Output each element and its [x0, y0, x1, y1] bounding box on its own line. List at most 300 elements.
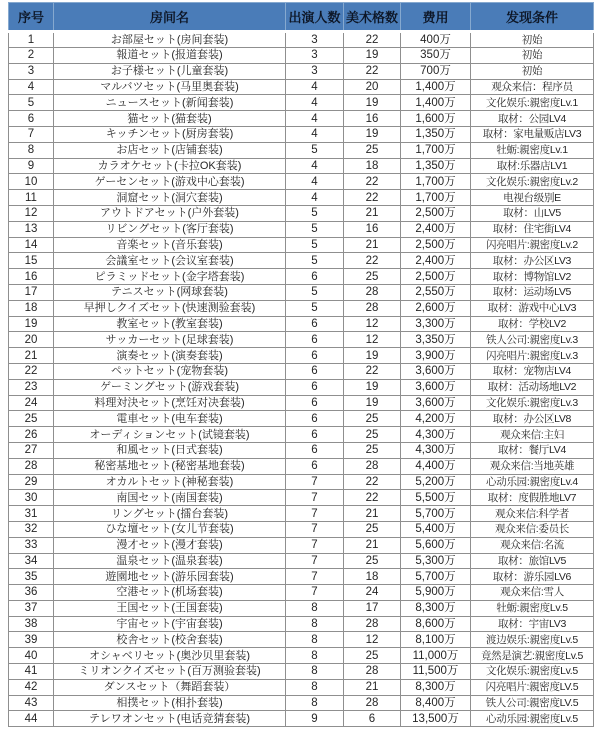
- cell-cost: 8,300万: [401, 600, 471, 616]
- cell-index: 2: [9, 48, 54, 64]
- cell-performers: 4: [286, 174, 344, 190]
- cell-condition: 取材：公园LV4: [471, 111, 594, 127]
- table-row: [9, 205, 594, 221]
- cell-cost: 5,200万: [401, 474, 471, 490]
- cell-art-grids: 22: [344, 474, 401, 490]
- cell-cost: 1,600万: [401, 111, 471, 127]
- cell-condition: 铁人公司:親密度Lv.3: [471, 332, 594, 348]
- sets-table-container: [8, 2, 593, 727]
- cell-index: 41: [9, 664, 54, 680]
- table-row: [9, 616, 594, 632]
- cell-condition: 闪亮唱片:親密度LV.5: [471, 679, 594, 695]
- table-row: [9, 458, 594, 474]
- cell-room-name: ピラミッドセット(金字塔套装): [54, 269, 286, 285]
- cell-room-name: サッカーセット(足球套装): [54, 332, 286, 348]
- cell-condition: 取材：博物馆LV2: [471, 269, 594, 285]
- cell-room-name: カラオケセット(卡拉OK套装): [54, 158, 286, 174]
- cell-art-grids: 21: [344, 679, 401, 695]
- cell-art-grids: 12: [344, 316, 401, 332]
- cell-cost: 13,500万: [401, 711, 471, 727]
- table-row: [9, 411, 594, 427]
- cell-cost: 1,700万: [401, 142, 471, 158]
- cell-condition: 闪亮唱片:親密度Lv.3: [471, 348, 594, 364]
- cell-room-name: お部屋セット(房间套装): [54, 32, 286, 48]
- cell-cost: 2,600万: [401, 300, 471, 316]
- cell-room-name: 猫セット(猫套装): [54, 111, 286, 127]
- cell-art-grids: 25: [344, 553, 401, 569]
- cell-art-grids: 28: [344, 300, 401, 316]
- cell-condition: 取材：家电量贩店LV3: [471, 126, 594, 142]
- table-row: [9, 284, 594, 300]
- cell-art-grids: 16: [344, 111, 401, 127]
- cell-performers: 6: [286, 411, 344, 427]
- cell-performers: 7: [286, 537, 344, 553]
- table-row: [9, 442, 594, 458]
- cell-cost: 2,500万: [401, 205, 471, 221]
- cell-room-name: ペットセット(宠物套装): [54, 363, 286, 379]
- cell-index: 7: [9, 126, 54, 142]
- cell-index: 29: [9, 474, 54, 490]
- cell-cost: 3,300万: [401, 316, 471, 332]
- cell-index: 32: [9, 521, 54, 537]
- cell-cost: 2,500万: [401, 269, 471, 285]
- cell-index: 3: [9, 63, 54, 79]
- cell-room-name: ミリオンクイズセット(百万测验套装): [54, 664, 286, 680]
- column-header-condition: 发现条件: [471, 3, 594, 32]
- cell-cost: 2,400万: [401, 253, 471, 269]
- table-row: [9, 269, 594, 285]
- cell-performers: 8: [286, 664, 344, 680]
- cell-index: 20: [9, 332, 54, 348]
- cell-cost: 3,600万: [401, 379, 471, 395]
- cell-performers: 5: [286, 205, 344, 221]
- cell-index: 10: [9, 174, 54, 190]
- cell-performers: 8: [286, 648, 344, 664]
- cell-cost: 3,600万: [401, 363, 471, 379]
- cell-cost: 5,400万: [401, 521, 471, 537]
- table-row: [9, 190, 594, 206]
- cell-performers: 5: [286, 300, 344, 316]
- cell-room-name: キッチンセット(厨房套装): [54, 126, 286, 142]
- cell-room-name: 王国セット(王国套装): [54, 600, 286, 616]
- cell-art-grids: 25: [344, 521, 401, 537]
- cell-art-grids: 21: [344, 537, 401, 553]
- table-row: [9, 253, 594, 269]
- cell-art-grids: 25: [344, 142, 401, 158]
- cell-art-grids: 19: [344, 348, 401, 364]
- cell-art-grids: 21: [344, 237, 401, 253]
- cell-art-grids: 19: [344, 95, 401, 111]
- cell-room-name: リングセット(擂台套装): [54, 506, 286, 522]
- cell-performers: 6: [286, 427, 344, 443]
- cell-art-grids: 19: [344, 126, 401, 142]
- table-row: [9, 95, 594, 111]
- cell-cost: 700万: [401, 63, 471, 79]
- cell-cost: 4,400万: [401, 458, 471, 474]
- cell-index: 35: [9, 569, 54, 585]
- cell-art-grids: 28: [344, 284, 401, 300]
- cell-index: 22: [9, 363, 54, 379]
- cell-room-name: 空港セット(机场套装): [54, 585, 286, 601]
- table-row: [9, 348, 594, 364]
- cell-index: 28: [9, 458, 54, 474]
- cell-room-name: アウトドアセット(户外套装): [54, 205, 286, 221]
- cell-condition: 牡蛎:親密度Lv.1: [471, 142, 594, 158]
- cell-art-grids: 25: [344, 648, 401, 664]
- cell-art-grids: 22: [344, 190, 401, 206]
- cell-art-grids: 22: [344, 490, 401, 506]
- cell-condition: 取材：学校LV2: [471, 316, 594, 332]
- cell-index: 24: [9, 395, 54, 411]
- cell-performers: 6: [286, 269, 344, 285]
- cell-condition: 取材：办公区LV3: [471, 253, 594, 269]
- table-row: [9, 48, 594, 64]
- cell-room-name: 和風セット(日式套装): [54, 442, 286, 458]
- cell-room-name: 料理対決セット(烹饪对决套装): [54, 395, 286, 411]
- table-row: [9, 63, 594, 79]
- cell-room-name: 秘密基地セット(秘密基地套装): [54, 458, 286, 474]
- cell-cost: 4,200万: [401, 411, 471, 427]
- cell-art-grids: 22: [344, 63, 401, 79]
- cell-room-name: テニスセット(网球套装): [54, 284, 286, 300]
- cell-index: 31: [9, 506, 54, 522]
- table-row: [9, 600, 594, 616]
- cell-cost: 3,900万: [401, 348, 471, 364]
- cell-art-grids: 25: [344, 442, 401, 458]
- table-row: [9, 585, 594, 601]
- cell-cost: 2,550万: [401, 284, 471, 300]
- cell-performers: 8: [286, 616, 344, 632]
- table-row: [9, 711, 594, 727]
- cell-cost: 3,350万: [401, 332, 471, 348]
- table-row: [9, 363, 594, 379]
- cell-art-grids: 22: [344, 363, 401, 379]
- cell-cost: 8,100万: [401, 632, 471, 648]
- cell-condition: 文化娱乐:親密度Lv.5: [471, 664, 594, 680]
- cell-condition: 观众来信:当地英雄: [471, 458, 594, 474]
- table-row: [9, 569, 594, 585]
- column-header-art-grids: 美术格数: [344, 3, 401, 32]
- cell-room-name: オカルトセット(神秘套装): [54, 474, 286, 490]
- table-row: [9, 506, 594, 522]
- column-header-cost: 费用: [401, 3, 471, 32]
- cell-performers: 6: [286, 332, 344, 348]
- cell-condition: 竟然是演艺:親密度Lv.5: [471, 648, 594, 664]
- cell-cost: 1,350万: [401, 158, 471, 174]
- cell-room-name: オーディションセット(试镜套装): [54, 427, 286, 443]
- table-row: [9, 32, 594, 48]
- cell-performers: 7: [286, 585, 344, 601]
- cell-performers: 5: [286, 253, 344, 269]
- cell-condition: 文化娱乐:親密度Lv.2: [471, 174, 594, 190]
- cell-cost: 1,700万: [401, 174, 471, 190]
- cell-room-name: 電車セット(电车套装): [54, 411, 286, 427]
- cell-index: 25: [9, 411, 54, 427]
- cell-art-grids: 24: [344, 585, 401, 601]
- cell-art-grids: 20: [344, 79, 401, 95]
- table-row: [9, 316, 594, 332]
- cell-index: 44: [9, 711, 54, 727]
- cell-condition: 取材：住宅街LV4: [471, 221, 594, 237]
- cell-performers: 6: [286, 316, 344, 332]
- cell-index: 43: [9, 695, 54, 711]
- cell-art-grids: 19: [344, 395, 401, 411]
- cell-art-grids: 12: [344, 632, 401, 648]
- cell-performers: 3: [286, 63, 344, 79]
- cell-cost: 5,700万: [401, 506, 471, 522]
- table-row: [9, 174, 594, 190]
- cell-index: 42: [9, 679, 54, 695]
- cell-room-name: お子様セット(儿童套装): [54, 63, 286, 79]
- cell-performers: 4: [286, 190, 344, 206]
- table-row: [9, 632, 594, 648]
- cell-index: 4: [9, 79, 54, 95]
- cell-performers: 6: [286, 395, 344, 411]
- cell-art-grids: 19: [344, 48, 401, 64]
- cell-art-grids: 18: [344, 158, 401, 174]
- cell-condition: 取材：运动场LV5: [471, 284, 594, 300]
- cell-condition: 观众来信:名流: [471, 537, 594, 553]
- cell-performers: 4: [286, 126, 344, 142]
- cell-condition: 观众来信:科学者: [471, 506, 594, 522]
- cell-room-name: 会議室セット(会议室套装): [54, 253, 286, 269]
- cell-room-name: 報道セット(报道套装): [54, 48, 286, 64]
- cell-index: 38: [9, 616, 54, 632]
- cell-performers: 6: [286, 379, 344, 395]
- cell-cost: 1,350万: [401, 126, 471, 142]
- cell-art-grids: 28: [344, 664, 401, 680]
- cell-room-name: ダンスセット（舞蹈套装）: [54, 679, 286, 695]
- cell-condition: 文化娱乐:親密度Lv.3: [471, 395, 594, 411]
- cell-performers: 5: [286, 237, 344, 253]
- cell-performers: 5: [286, 221, 344, 237]
- cell-room-name: ゲーミングセット(游戏套装): [54, 379, 286, 395]
- table-row: [9, 126, 594, 142]
- cell-room-name: 校舎セット(校舍套装): [54, 632, 286, 648]
- table-row: [9, 379, 594, 395]
- cell-index: 11: [9, 190, 54, 206]
- cell-room-name: オシャベリセット(奥沙贝里套装): [54, 648, 286, 664]
- cell-index: 5: [9, 95, 54, 111]
- table-row: [9, 111, 594, 127]
- table-row: [9, 237, 594, 253]
- cell-index: 16: [9, 269, 54, 285]
- table-row: [9, 395, 594, 411]
- cell-cost: 4,300万: [401, 442, 471, 458]
- cell-condition: 心动乐园:親密度Lv.4: [471, 474, 594, 490]
- table-row: [9, 79, 594, 95]
- cell-performers: 7: [286, 521, 344, 537]
- cell-index: 14: [9, 237, 54, 253]
- cell-performers: 3: [286, 32, 344, 48]
- cell-condition: 观众来信:委员长: [471, 521, 594, 537]
- cell-room-name: 宇宙セット(宇宙套装): [54, 616, 286, 632]
- table-header-row: [9, 3, 594, 32]
- cell-cost: 400万: [401, 32, 471, 48]
- cell-index: 23: [9, 379, 54, 395]
- table-row: [9, 521, 594, 537]
- cell-performers: 6: [286, 442, 344, 458]
- cell-room-name: ゲーセンセット(游戏中心套装): [54, 174, 286, 190]
- cell-cost: 2,500万: [401, 237, 471, 253]
- cell-index: 21: [9, 348, 54, 364]
- cell-art-grids: 25: [344, 427, 401, 443]
- cell-index: 1: [9, 32, 54, 48]
- cell-index: 9: [9, 158, 54, 174]
- column-header-room-name: 房间名: [54, 3, 286, 32]
- cell-room-name: お店セット(店铺套装): [54, 142, 286, 158]
- cell-performers: 4: [286, 111, 344, 127]
- cell-room-name: リビングセット(客厅套装): [54, 221, 286, 237]
- table-row: [9, 332, 594, 348]
- cell-condition: 取材：旅馆LV5: [471, 553, 594, 569]
- cell-condition: 文化娱乐:親密度Lv.1: [471, 95, 594, 111]
- cell-cost: 8,600万: [401, 616, 471, 632]
- cell-art-grids: 19: [344, 379, 401, 395]
- cell-index: 30: [9, 490, 54, 506]
- cell-performers: 8: [286, 600, 344, 616]
- cell-index: 12: [9, 205, 54, 221]
- table-row: [9, 553, 594, 569]
- cell-room-name: 教室セット(教室套装): [54, 316, 286, 332]
- cell-art-grids: 28: [344, 616, 401, 632]
- table-row: [9, 142, 594, 158]
- cell-cost: 2,400万: [401, 221, 471, 237]
- cell-room-name: テレワオンセット(电话竞猜套装): [54, 711, 286, 727]
- cell-room-name: 南国セット(南国套装): [54, 490, 286, 506]
- table-row: [9, 537, 594, 553]
- cell-condition: 取材：游乐园LV6: [471, 569, 594, 585]
- cell-art-grids: 21: [344, 205, 401, 221]
- cell-room-name: 早押しクイズセット(快速测验套装): [54, 300, 286, 316]
- column-header-index: 序号: [9, 3, 54, 32]
- cell-performers: 6: [286, 363, 344, 379]
- cell-condition: 取材：办公区LV8: [471, 411, 594, 427]
- cell-art-grids: 12: [344, 332, 401, 348]
- table-row: [9, 158, 594, 174]
- cell-condition: 闪亮唱片:親密度Lv.2: [471, 237, 594, 253]
- cell-condition: 初始: [471, 48, 594, 64]
- cell-room-name: マルバツセット(马里奥套装): [54, 79, 286, 95]
- cell-cost: 5,300万: [401, 553, 471, 569]
- cell-index: 34: [9, 553, 54, 569]
- cell-performers: 8: [286, 695, 344, 711]
- table-row: [9, 679, 594, 695]
- cell-art-grids: 18: [344, 569, 401, 585]
- cell-room-name: ひな壇セット(女儿节套装): [54, 521, 286, 537]
- cell-performers: 4: [286, 79, 344, 95]
- cell-cost: 11,500万: [401, 664, 471, 680]
- cell-performers: 4: [286, 95, 344, 111]
- cell-index: 15: [9, 253, 54, 269]
- cell-index: 40: [9, 648, 54, 664]
- cell-index: 36: [9, 585, 54, 601]
- cell-art-grids: 28: [344, 695, 401, 711]
- table-row: [9, 427, 594, 443]
- cell-condition: 取材：山LV5: [471, 205, 594, 221]
- cell-condition: 初始: [471, 63, 594, 79]
- cell-index: 13: [9, 221, 54, 237]
- cell-condition: 取材：活动场地LV2: [471, 379, 594, 395]
- cell-condition: 渡边娱乐:親密度Lv.5: [471, 632, 594, 648]
- cell-art-grids: 22: [344, 253, 401, 269]
- cell-cost: 1,400万: [401, 79, 471, 95]
- cell-cost: 5,900万: [401, 585, 471, 601]
- cell-index: 8: [9, 142, 54, 158]
- cell-cost: 1,700万: [401, 190, 471, 206]
- cell-art-grids: 22: [344, 32, 401, 48]
- cell-cost: 11,000万: [401, 648, 471, 664]
- cell-cost: 8,300万: [401, 679, 471, 695]
- cell-performers: 8: [286, 679, 344, 695]
- cell-art-grids: 25: [344, 269, 401, 285]
- cell-index: 18: [9, 300, 54, 316]
- table-row: [9, 664, 594, 680]
- cell-index: 27: [9, 442, 54, 458]
- cell-condition: 观众来信:雪人: [471, 585, 594, 601]
- cell-cost: 4,300万: [401, 427, 471, 443]
- cell-index: 17: [9, 284, 54, 300]
- table-row: [9, 695, 594, 711]
- cell-cost: 3,600万: [401, 395, 471, 411]
- cell-index: 26: [9, 427, 54, 443]
- cell-room-name: 温泉セット(温泉套装): [54, 553, 286, 569]
- cell-performers: 7: [286, 569, 344, 585]
- cell-performers: 9: [286, 711, 344, 727]
- cell-art-grids: 6: [344, 711, 401, 727]
- cell-performers: 4: [286, 158, 344, 174]
- cell-condition: 取材：宠物店LV4: [471, 363, 594, 379]
- cell-room-name: 演奏セット(演奏套装): [54, 348, 286, 364]
- cell-art-grids: 25: [344, 411, 401, 427]
- cell-room-name: 漫才セット(漫才套装): [54, 537, 286, 553]
- cell-art-grids: 28: [344, 458, 401, 474]
- cell-index: 19: [9, 316, 54, 332]
- cell-performers: 5: [286, 284, 344, 300]
- cell-condition: 观众来信:主妇: [471, 427, 594, 443]
- cell-performers: 7: [286, 474, 344, 490]
- cell-index: 6: [9, 111, 54, 127]
- cell-condition: 取材：度假胜地LV7: [471, 490, 594, 506]
- cell-condition: 取材:乐器店LV1: [471, 158, 594, 174]
- cell-cost: 1,400万: [401, 95, 471, 111]
- cell-art-grids: 21: [344, 506, 401, 522]
- table-row: [9, 490, 594, 506]
- cell-performers: 7: [286, 490, 344, 506]
- cell-art-grids: 22: [344, 174, 401, 190]
- cell-performers: 7: [286, 553, 344, 569]
- table-row: [9, 300, 594, 316]
- cell-condition: 观众来信：程序员: [471, 79, 594, 95]
- cell-condition: 牡蛎:親密度Lv.5: [471, 600, 594, 616]
- cell-room-name: 相撲セット(相扑套装): [54, 695, 286, 711]
- cell-condition: 取材：餐厅LV4: [471, 442, 594, 458]
- cell-cost: 350万: [401, 48, 471, 64]
- cell-condition: 电视台级别E: [471, 190, 594, 206]
- cell-performers: 5: [286, 142, 344, 158]
- sets-table: [8, 2, 594, 727]
- cell-performers: 8: [286, 632, 344, 648]
- cell-index: 33: [9, 537, 54, 553]
- cell-performers: 6: [286, 348, 344, 364]
- cell-art-grids: 17: [344, 600, 401, 616]
- cell-performers: 6: [286, 458, 344, 474]
- table-row: [9, 474, 594, 490]
- cell-room-name: 遊園地セット(游乐园套装): [54, 569, 286, 585]
- cell-condition: 初始: [471, 32, 594, 48]
- table-row: [9, 221, 594, 237]
- cell-room-name: ニュースセット(新闻套装): [54, 95, 286, 111]
